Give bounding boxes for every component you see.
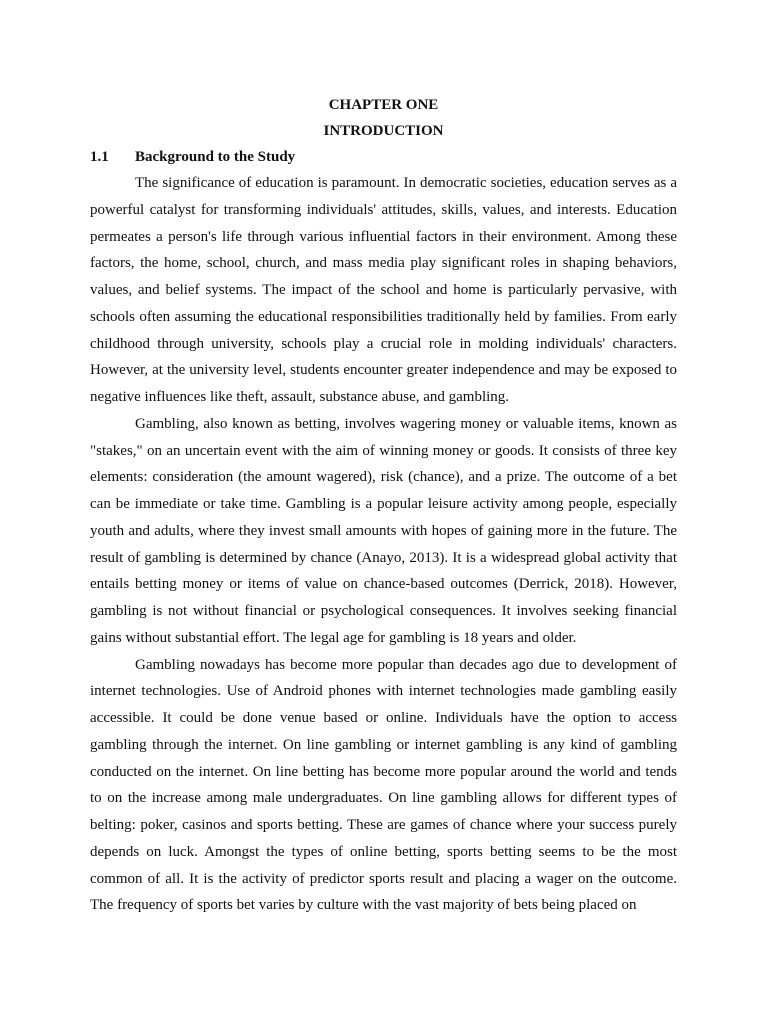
chapter-title: INTRODUCTION xyxy=(323,123,444,139)
section-heading xyxy=(90,144,677,170)
section-number: 1.1 xyxy=(90,149,109,165)
paragraph: Gambling nowadays has become more popular than decades ago due to development of internet technologies. Use of Android phones with internet technologies made gambling easily accessible. It could be done venue based or online. Individuals have the option to access gambling through the internet. On line gambling or internet gambling is any kind of gambling conducted on the internet. On line betting has become more popular around the world and tends to on the increase among male undergraduates. On line gambling allows for different types of belting: poker, casinos and sports betting. These are games of chance where your success purely depends on luck. Amongst the types of online betting, sports betting seems to be the most common of all. It is the activity of predictor sports result and placing a wager on the outcome. The frequency of sports bet varies by culture with the vast majority of bets being placed on xyxy=(90,656,677,914)
paragraph: The significance of education is paramount. In democratic societies, education serves as a powerful catalyst for transforming individuals' attitudes, skills, values, and interests. Education permeates a person's life through various influential factors in their environment. Among these factors, the home, school, church, and mass media play significant roles in shaping behaviors, values, and belief systems. The impact of the school and home is particularly pervasive, with schools often assuming the educational responsibilities traditionally held by families. From early childhood through university, schools play a crucial role in molding individuals' characters. However, at the university level, students encounter greater independence and may be exposed to negative influences like theft, assault, substance abuse, and gambling. xyxy=(90,175,677,405)
chapter-label: CHAPTER ONE xyxy=(328,97,439,113)
section-title: Background to the Study xyxy=(135,149,296,165)
paragraph: Gambling, also known as betting, involves wagering money or valuable items, known as "stakes," on an uncertain event with the aim of winning money or goods. It consists of three key elements: consideration (the amount wagered), risk (chance), and a prize. The outcome of a bet can be immediate or take time. Gambling is a popular leisure activity among people, especially youth and adults, where they invest small amounts with hopes of gaining more in the future. The result of gambling is determined by chance (Anayo, 2013). It is a widespread global activity that entails betting money or items of value on chance-based outcomes (Derrick, 2018). However, gambling is not without financial or psychological consequences. It involves seeking financial gains without substantial effort. The legal age for gambling is 18 years and older. xyxy=(90,415,677,646)
document-page xyxy=(90,92,677,919)
